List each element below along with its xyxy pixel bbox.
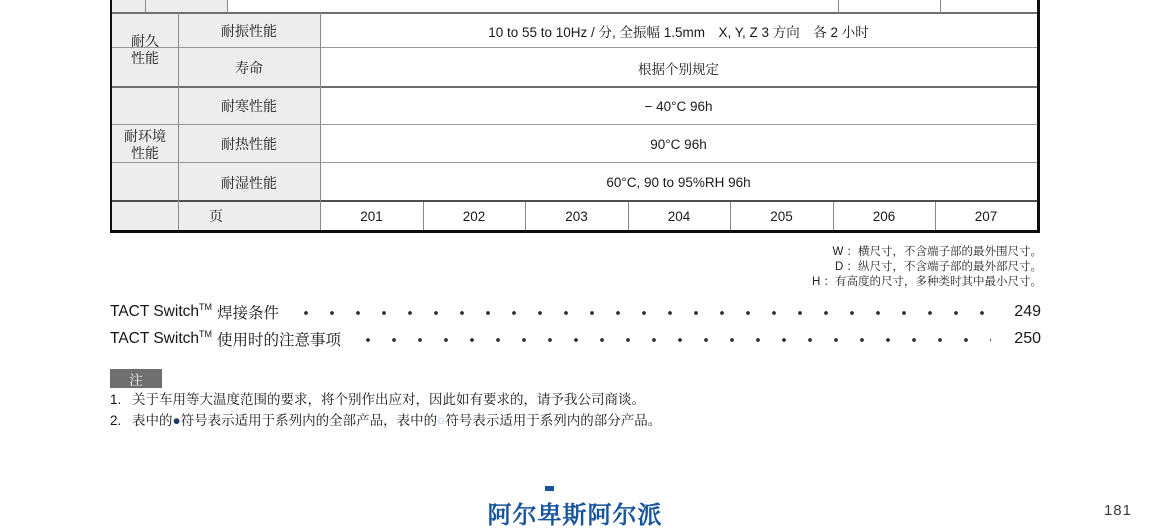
toc-topic: 焊接条件 — [217, 304, 280, 322]
row-header-life: 寿命 — [235, 59, 263, 76]
gridline — [145, 0, 146, 13]
note-items — [110, 390, 661, 431]
page-number: 181 — [1103, 502, 1132, 519]
value-humidity: 60°C, 90 to 95%RH 96h — [606, 175, 751, 190]
note-label: 注 — [129, 372, 143, 388]
note-item-number: 1. — [110, 392, 122, 407]
dot-leader — [293, 308, 991, 318]
toc-product-name: TACT Switch™ — [110, 301, 212, 320]
page-ref: 207 — [974, 208, 998, 224]
row-header-heat: 耐热性能 — [221, 136, 277, 152]
row-header-cold: 耐寒性能 — [221, 98, 277, 114]
toc-page-number: 250 — [1014, 329, 1041, 347]
note-item-text: 符号表示适用于系列内的部分产品。 — [445, 412, 662, 428]
page-row-header: 页 — [209, 208, 223, 224]
page-ref: 206 — [872, 208, 896, 224]
note-item-text: 符号表示适用于系列内的全部产品，表中的 — [180, 412, 438, 428]
brand-name: 阿尔卑斯阿尔派 — [487, 502, 663, 529]
page-ref: 204 — [667, 208, 691, 224]
logo-fragment — [545, 486, 554, 491]
note-item-text: 表中的 — [132, 412, 173, 428]
note-item-2 — [110, 411, 661, 432]
dimension-note-w: W ：横尺寸，不含端子部的最外围尺寸。 — [832, 246, 1042, 258]
toc-line-soldering — [110, 298, 1041, 325]
note-item-1 — [110, 390, 661, 411]
value-heat: 90°C 96h — [650, 136, 707, 152]
toc-topic: 使用时的注意事项 — [217, 331, 342, 349]
value-vibration: 10 to 55 to 10Hz / 分, 全振幅 1.5mm X, Y, Z 3 方向 各 2 小时 — [488, 24, 869, 40]
page-ref: 202 — [462, 208, 486, 224]
note-label-box — [110, 369, 162, 388]
gridline — [227, 0, 228, 13]
note-item-text: 关于车用等大温度范围的要求，将个别作出应对，因此如有要求的，请予我公司商谈。 — [132, 392, 645, 407]
row-header-humidity: 耐湿性能 — [221, 174, 277, 191]
toc-product-name: TACT Switch™ — [110, 328, 212, 347]
group-label-line: 性能 — [131, 50, 159, 66]
trademark-superscript: TM — [199, 328, 212, 339]
group-header-durability — [112, 13, 178, 87]
note-item-number: 2. — [110, 412, 122, 428]
toc-line-usage-precautions — [110, 325, 1041, 352]
value-cold: − 40°C 96h — [644, 98, 713, 114]
dimension-notes — [812, 245, 1042, 290]
toc-page-number: 249 — [1014, 302, 1041, 320]
trademark-superscript: TM — [199, 301, 212, 312]
group-label-line: 性能 — [131, 144, 159, 161]
gridline — [940, 0, 941, 13]
value-life: 根据个别规定 — [638, 61, 719, 77]
group-header-environment — [112, 87, 178, 202]
open-circle-symbol: ○ — [437, 412, 446, 428]
dimension-note-d: D ：纵尺寸，不含端子部的最外部尺寸。 — [835, 261, 1042, 273]
row-header-vibration: 耐振性能 — [221, 22, 277, 39]
filled-circle-symbol: ● — [172, 412, 181, 428]
page-ref: 201 — [360, 208, 383, 224]
group-label-line: 耐环境 — [124, 127, 166, 144]
page-ref: 203 — [565, 208, 588, 224]
dot-leader — [355, 335, 991, 345]
page-ref: 205 — [770, 208, 793, 224]
spec-table — [110, 0, 1040, 233]
dimension-note-h: H ：有高度的尺寸，多种类时其中最小尺寸。 — [812, 276, 1042, 288]
toc-section — [110, 298, 1041, 352]
gridline — [838, 0, 839, 13]
group-label-line: 耐久 — [131, 33, 159, 49]
